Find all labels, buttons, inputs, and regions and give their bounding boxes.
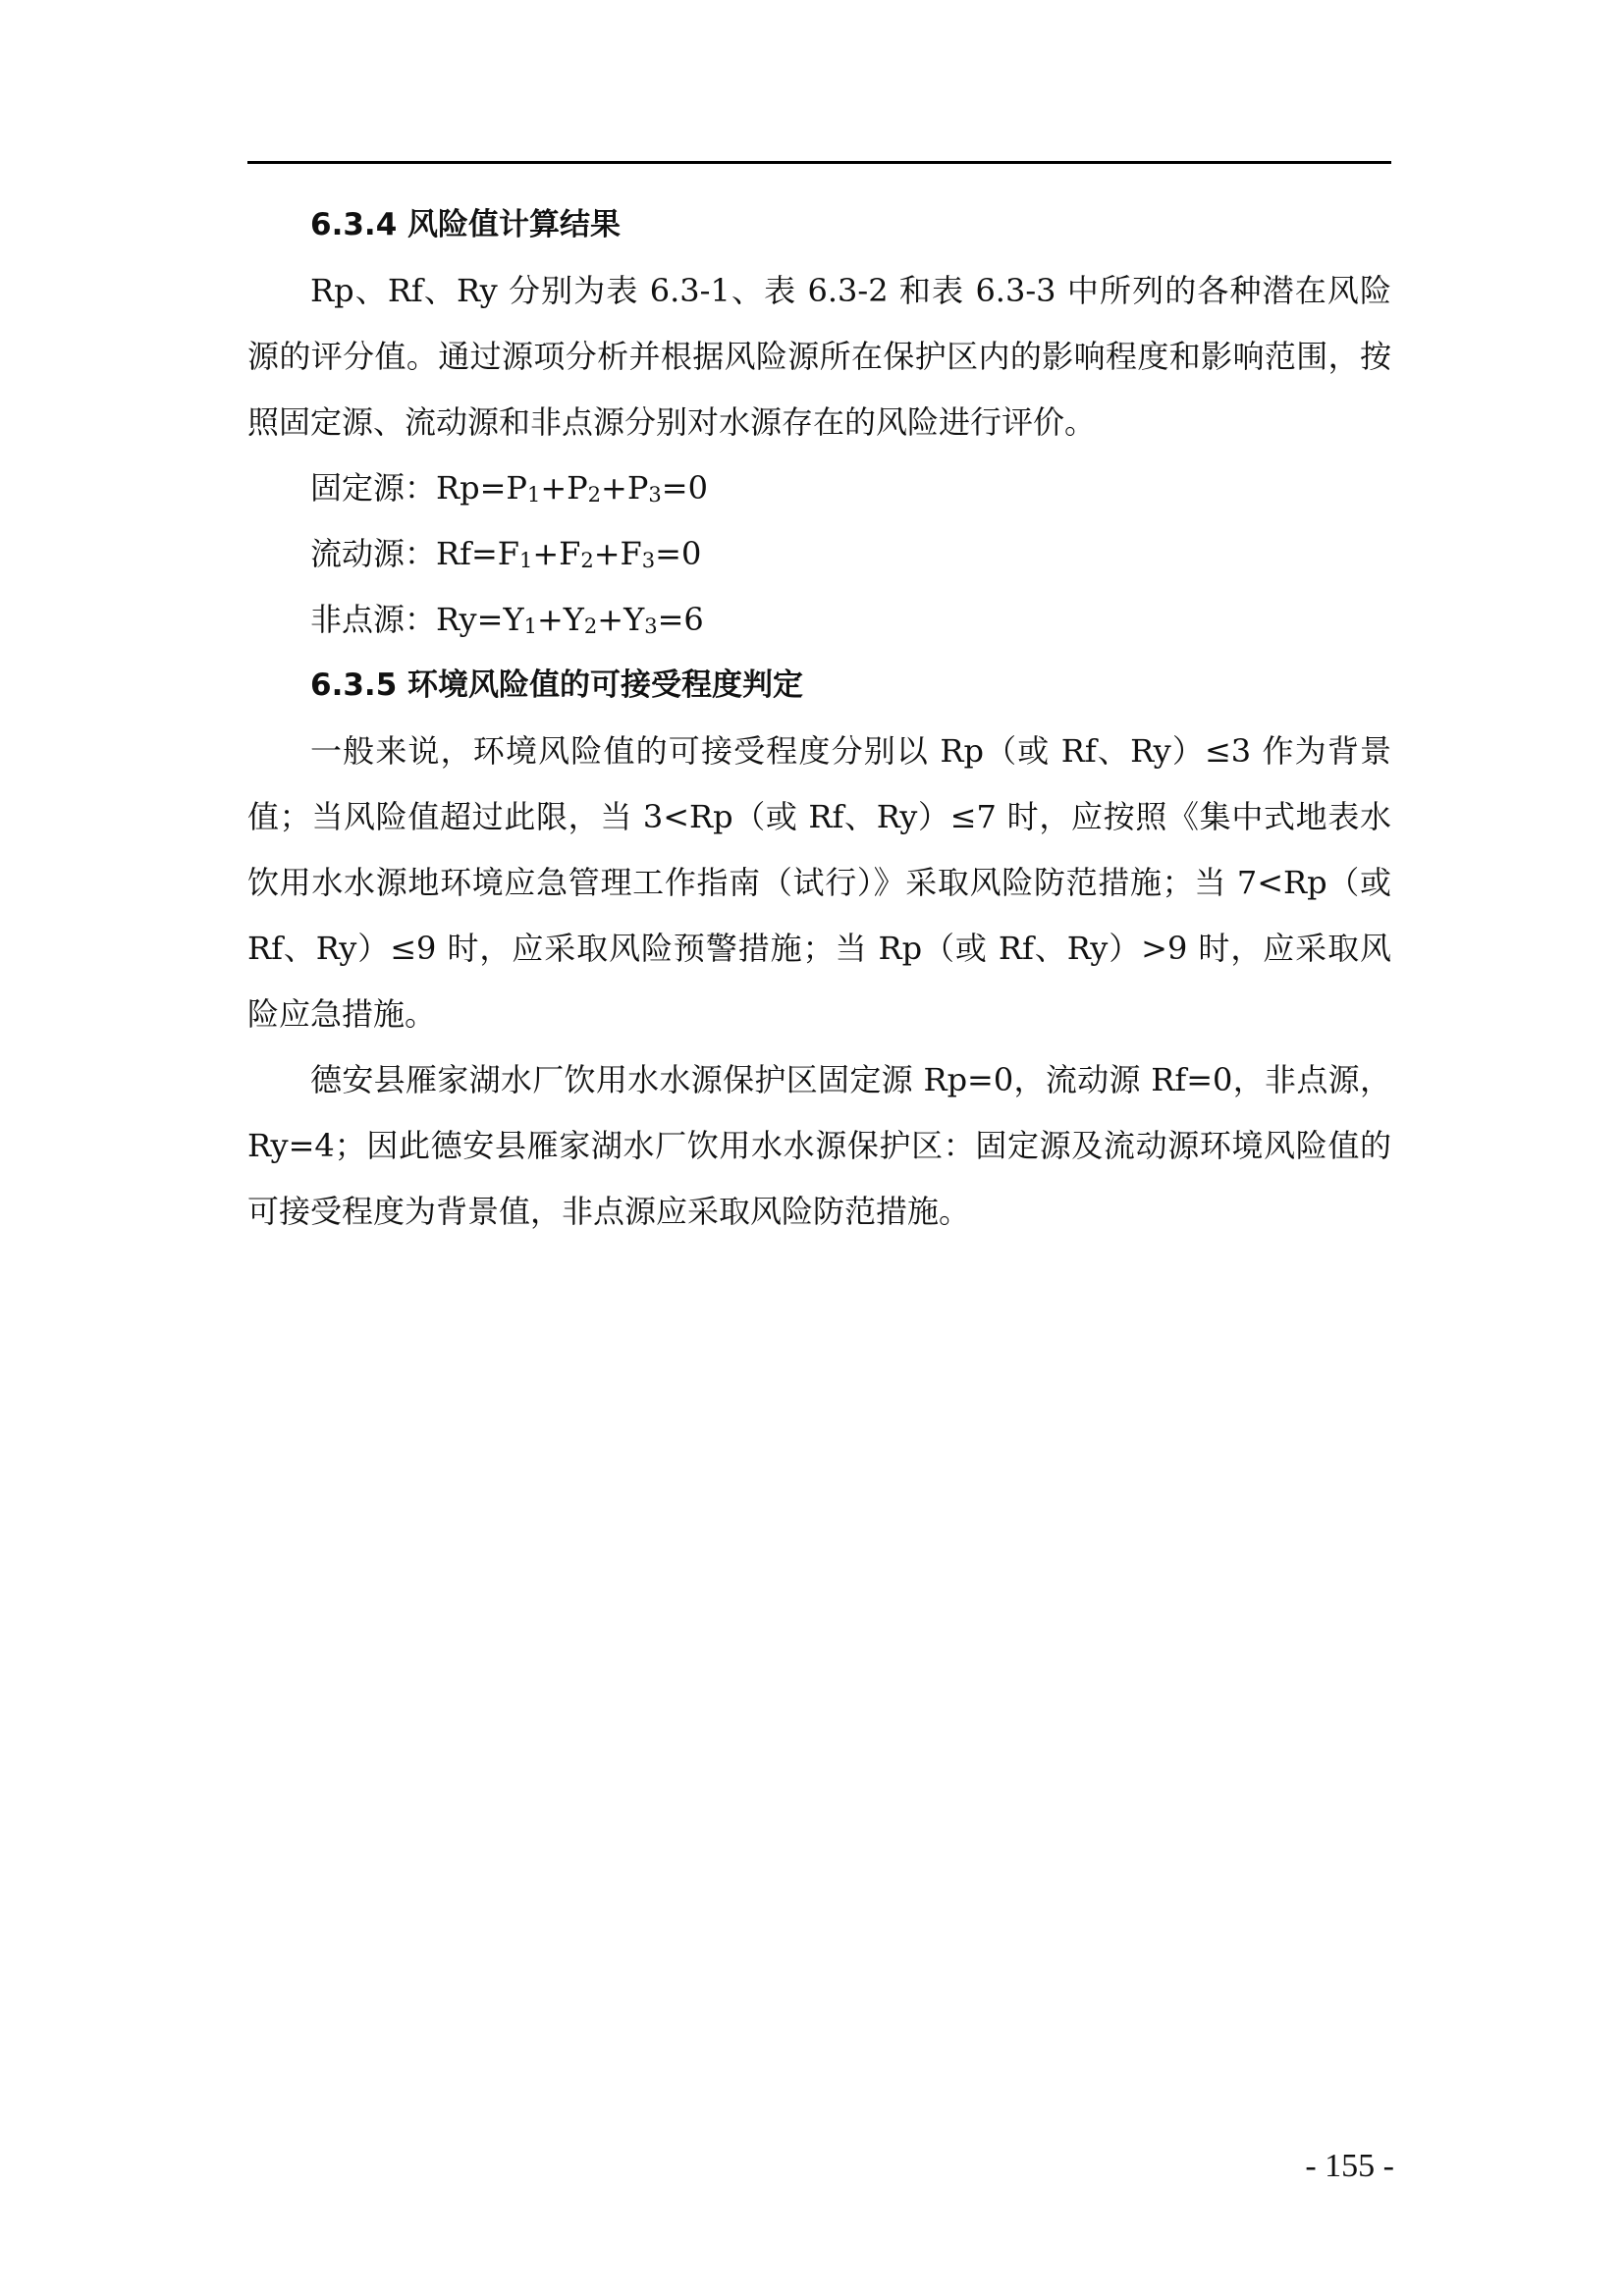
header-rule	[247, 161, 1391, 164]
page-number: - 155 -	[1305, 2148, 1394, 2184]
formula-fixed-source	[247, 455, 1391, 521]
formula-part: Rp=P	[436, 469, 527, 507]
formula-label: 非点源：	[310, 601, 437, 638]
formula-subscript: 2	[587, 483, 602, 507]
formula-part: +P	[601, 469, 649, 507]
formula-subscript: 3	[641, 549, 656, 572]
formula-part: +Y	[597, 601, 645, 638]
formula-label: 固定源：	[310, 469, 437, 507]
section-heading-6-3-4: 6.3.4 风险值计算结果	[310, 207, 622, 242]
formula-result: =6	[657, 601, 704, 638]
section-heading-6-3-5: 6.3.5 环境风险值的可接受程度判定	[310, 667, 804, 703]
formula-part: +F	[593, 535, 642, 572]
formula-subscript: 1	[523, 614, 537, 638]
formula-part: +Y	[536, 601, 584, 638]
formula-part: +F	[532, 535, 581, 572]
formula-nonpoint-source	[247, 587, 1391, 653]
formula-subscript: 1	[526, 483, 541, 507]
formula-subscript: 2	[580, 549, 594, 572]
formula-part: Ry=Y	[436, 601, 524, 638]
document-body	[247, 192, 1391, 1245]
formula-subscript: 2	[583, 614, 598, 638]
formula-result: =0	[661, 469, 708, 507]
paragraph-acceptability-conclusion: 德安县雁家湖水厂饮用水水源保护区固定源 Rp=0，流动源 Rf=0，非点源，Ry=4；因此德安县雁家湖水厂饮用水水源保护区：固定源及流动源环境风险值的可接受程度为背景值，非点源应采取风险防范措施。	[247, 1061, 1391, 1230]
formula-mobile-source	[247, 521, 1391, 587]
formula-subscript: 3	[648, 483, 662, 507]
formula-subscript: 1	[518, 549, 533, 572]
formula-part: +P	[540, 469, 588, 507]
paragraph-acceptability-criteria: 一般来说，环境风险值的可接受程度分别以 Rp（或 Rf、Ry）≤3 作为背景值；当风险值超过此限，当 3<Rp（或 Rf、Ry）≤7 时，应按照《集中式地表水饮用水水源地环境应急管理工作指南（试行）》采取风险防范措施；当 7<Rp（或 Rf、Ry）≤9 时，应采取风险预警措施；当 Rp（或 Rf、Ry）>9 时，应采取风险应急措施。	[247, 732, 1391, 1033]
paragraph-risk-score-intro: Rp、Rf、Ry 分别为表 6.3-1、表 6.3-2 和表 6.3-3 中所列的各种潜在风险源的评分值。通过源项分析并根据风险源所在保护区内的影响程度和影响范围，按照固定源、流动源和非点源分别对水源存在的风险进行评价。	[247, 272, 1391, 441]
formula-label: 流动源：	[310, 535, 437, 572]
formula-subscript: 3	[644, 614, 658, 638]
formula-part: Rf=F	[436, 535, 519, 572]
formula-result: =0	[655, 535, 702, 572]
